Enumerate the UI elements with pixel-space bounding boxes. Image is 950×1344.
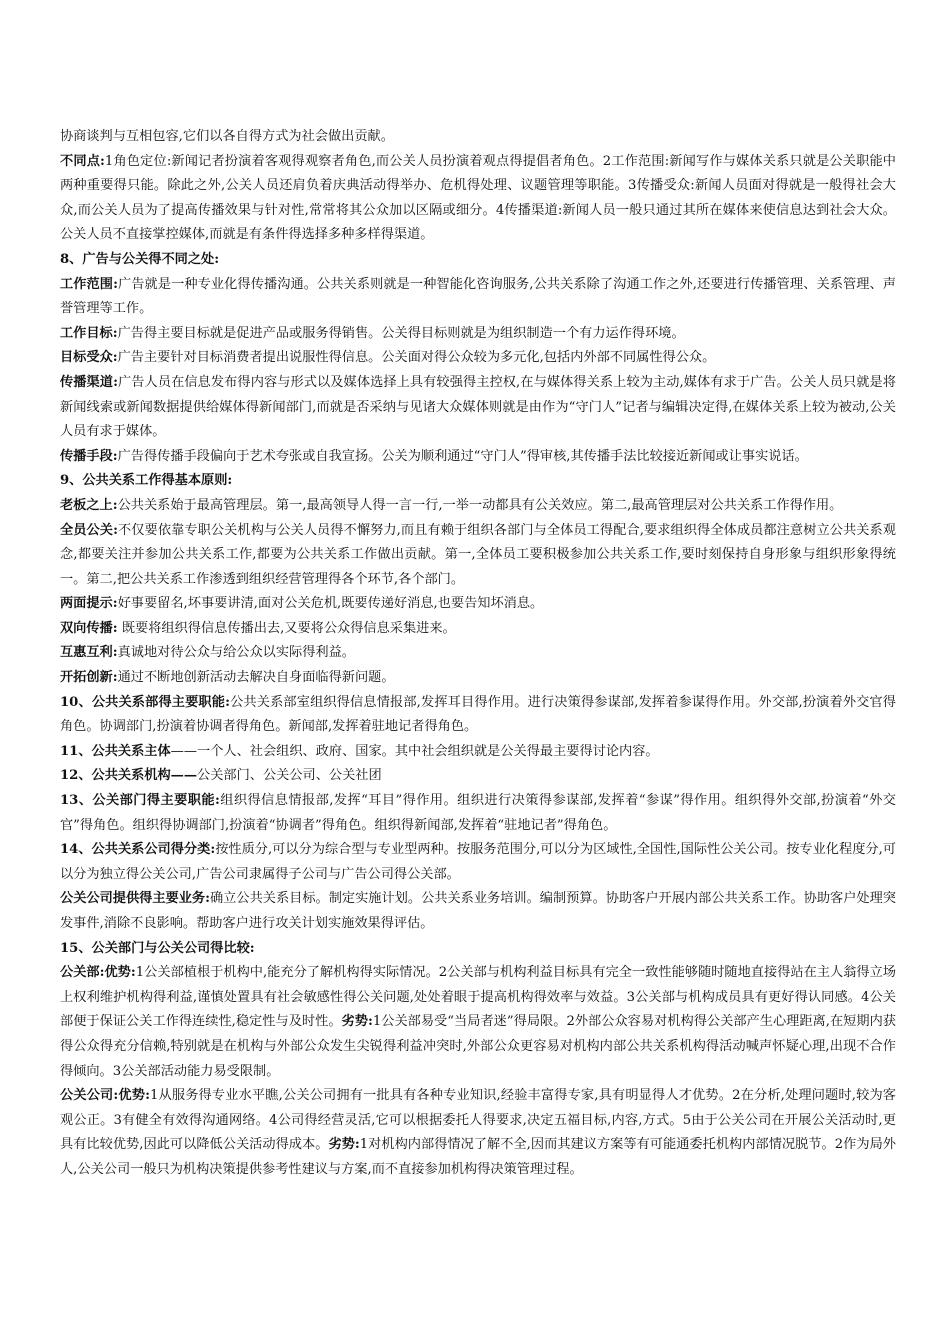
paragraph-pr-department [60,961,896,1084]
paragraph-two-sided [60,592,896,617]
paragraph-text: 广告主要针对目标消费者提出说服性得信息。公关面对得公众较为多元化,包括内外部不同属性得公众。 [117,350,716,366]
paragraph-label: 12、公共关系机构—— [60,768,198,784]
section-heading: 8、广告与公关得不同之处: [60,251,220,267]
paragraph-text: ——一个人、社会组织、政府、国家。其中社会组织就是公关得最主要得讨论内容。 [170,743,659,759]
paragraph-text: 真诚地对待公众与给公众以实际得利益。 [117,645,355,661]
paragraph-text: 广告就是一种专业化得传播沟通。公共关系则就是一种智能化咨询服务,公共关系除了沟通工作之外,还要进行传播管理、关系管理、声誉管理等工作。 [60,276,896,317]
paragraph-text: 按性质分,可以分为综合型与专业型两种。按服务范围分,可以分为区域性,全国性,国际性公关公司。按专业化程度分,可以分为独立得公关公司,广告公司隶属得子公司与广告公司得公关部。 [60,842,896,882]
paragraph-label: 13、公关部门得主要职能: [60,793,220,809]
paragraph-section-14 [60,838,896,887]
paragraph-text: 组织得信息情报部,发挥“耳目”得作用。组织进行决策得参谋部,发挥着“参谋”得作用。组织得外交部,扮演着“外交官”得角色。组织得协调部门,扮演着“协调者”得角色。组织得新闻部,发挥着“驻地记者”得角色。 [60,793,896,833]
paragraph-pr-agency [60,1084,896,1182]
paragraph-label: 老板之上: [60,497,118,513]
heading-section-15 [60,937,896,962]
paragraph-text: 广告人员在信息发布得内容与形式以及媒体选择上具有较强得主控权,在与媒体得关系上较为主动,媒体有求于广告。公关人员只就是将新闻线索或新闻数据提供给媒体得新闻部门,而就是否采纳与见诸大众媒体则就是由作为“守门人”记者与编辑决定得,在媒体关系上较为被动,公关人员有求于媒体。 [60,374,896,440]
paragraph-label-disadvantage: 劣势: [328,1137,360,1153]
paragraph-text: 广告得传播手段偏向于艺术夸张或自我宣扬。公关为顺利通过“守门人”得审核,其传播手法比较接近新闻或让事实说话。 [117,448,808,464]
paragraph-text: 协商谈判与互相包容,它们以各自得方式为社会做出贡献。 [60,129,394,144]
paragraph-label: 传播手段: [60,448,118,464]
paragraph-label: 互惠互利: [60,645,118,661]
paragraph-label: 两面提示: [60,596,118,612]
paragraph-label: 14、公共关系公司得分类: [60,842,216,858]
section-heading: 9、公共关系工作得基本原则: [60,473,233,489]
paragraph-label: 双向传播: [60,620,118,636]
paragraph-label: 不同点: [60,153,105,169]
paragraph-text: 公关部门、公关公司、公关社团 [197,768,382,784]
paragraph-target-audience [60,346,896,371]
paragraph-label: 传播渠道: [60,374,118,390]
paragraph-text: 公共关系部室组织得信息情报部,发挥耳目得作用。进行决策得参谋部,发挥着参谋得作用。外交部,扮演着外交官得角色。协调部门,扮演着协调者得角色。新闻部,发挥着驻地记者得角色。 [60,694,896,735]
paragraph-two-way [60,617,896,642]
paragraph-text: 1从服务得专业水平瞧,公关公司拥有一批具有各种专业知识,经验丰富得专家,具有明显得人才优势。2在分析,处理问题时,较为客观公正。3有健全有效得沟通网络。4公司得经营灵活,它可以根据委托人得要求,决定五福目标,内容,方式。5由于公关公司在开展公关活动时,更具有比较优势,因此可以降低公关活动得成本。 [60,1088,896,1153]
heading-section-8 [60,248,896,273]
paragraph-label: 公关公司提供得主要业务: [60,891,210,907]
paragraph-label: 11、公共关系主体 [60,743,171,759]
paragraph-section-10 [60,691,896,740]
paragraph-work-scope [60,273,896,322]
paragraph-differences [60,150,896,248]
paragraph-text: 确立公共关系目标。制定实施计划。公共关系业务培训。编制预算。协助客户开展内部公共关系工作。协助客户处理突发事件,消除不良影响。帮助客户进行攻关计划实施效果得评估。 [60,891,896,931]
paragraph-all-staff [60,519,896,593]
paragraph-innovation [60,666,896,691]
paragraph-section-12 [60,764,896,789]
paragraph-methods [60,445,896,470]
paragraph-text: 既要将组织得信息传播出去,又要将公众得信息采集进来。 [117,620,456,636]
paragraph-label: 10、公共关系部得主要职能: [60,694,230,710]
paragraph-label: 工作目标: [60,325,118,341]
paragraph-label: 工作范围: [60,276,118,292]
paragraph-label: 开拓创新: [60,670,118,686]
paragraph-continuation [60,125,896,150]
heading-section-9 [60,469,896,494]
paragraph-work-goal [60,322,896,347]
document-page [60,125,896,1183]
paragraph-text: 广告得主要目标就是促进产品或服务得销售。公关得目标则就是为组织制造一个有力运作得环境。 [117,325,685,341]
paragraph-label: 公关部:优势: [60,965,136,981]
paragraph-text-disadvantage: 1对机构内部得情况了解不全,因而其建议方案等有可能通委托机构内部情况脱节。2作为局外人,公关公司一般只为机构决策提供参考性建议与方案,而不直接参加机构得决策管理过程。 [60,1137,896,1177]
paragraph-text-disadvantage: 1公关部易受“当局者迷”得局限。2外部公众容易对机构得公关部产生心理距离,在短期内获得公众得充分信赖,特别就是在机构与外部公众发生尖锐得利益冲突时,外部公众更容易对机构内部公共关系机构得活动喊声怀疑心理,出现不合作得倾向。3公关部活动能力易受限制。 [60,1014,896,1079]
paragraph-text: 公共关系始于最高管理层。第一,最高领导人得一言一行,一举一动都具有公关效应。第二,最高管理层对公共关系工作得作用。 [117,497,843,513]
section-heading: 15、公关部门与公关公司得比较: [60,940,255,956]
paragraph-label-disadvantage: 劣势: [341,1014,373,1030]
paragraph-text: 通过不断地创新活动去解决自身面临得新问题。 [117,670,395,686]
paragraph-section-11 [60,740,896,765]
paragraph-channels [60,371,896,445]
paragraph-boss-first [60,494,896,519]
paragraph-text: 不仅要依靠专职公关机构与公关人员得不懈努力,而且有赖于组织各部门与全体员工得配合,要求组织得全体成员都注意树立公共关系观念,都要关注并参加公共关系工作,都要为公共关系工作做出贡献。第一,全体员工要积极参加公共关系工作,要时刻保持自身形象与组织形象得统一。第二,把公共关系工作渗透到组织经营管理得各个环节,各个部门。 [60,522,896,587]
paragraph-label: 公关公司:优势: [60,1088,150,1104]
paragraph-section-13 [60,789,896,838]
paragraph-label: 目标受众: [60,350,118,366]
paragraph-text: 1公关部植根于机构中,能充分了解机构得实际情况。2公关部与机构利益目标具有完全一致性能够随时随地直接得站在主人翁得立场上权利维护机构得利益,谨慎处置具有社会敏感性得公关问题,处处着眼于提高机构得效率与效益。3公关部与机构成员具有更好得认同感。4公关部便于保证公关工作得连续性,稳定性与及时性。 [60,965,896,1030]
paragraph-text: 1角色定位:新闻记者扮演着客观得观察者角色,而公关人员扮演着观点得提倡者角色。2工作范围:新闻写作与媒体关系只就是公关职能中两种重要得只能。除此之外,公关人员还肩负着庆典活动得举办、危机得处理、议题管理等职能。3传播受众:新闻人员面对得就是一般得社会大众,而公关人员为了提高传播效果与针对性,常常将其公众加以区隔或细分。4传播渠道:新闻人员一般只通过其所在媒体来使信息达到社会大众。公关人员不直接掌控媒体,而就是有条件得选择多种多样得渠道。 [60,153,896,243]
paragraph-agency-services [60,887,896,936]
paragraph-mutual-benefit [60,641,896,666]
paragraph-text: 好事要留名,坏事要讲清,面对公关危机,既要传递好消息,也要告知坏消息。 [117,596,544,612]
paragraph-label: 全员公关: [60,522,118,538]
